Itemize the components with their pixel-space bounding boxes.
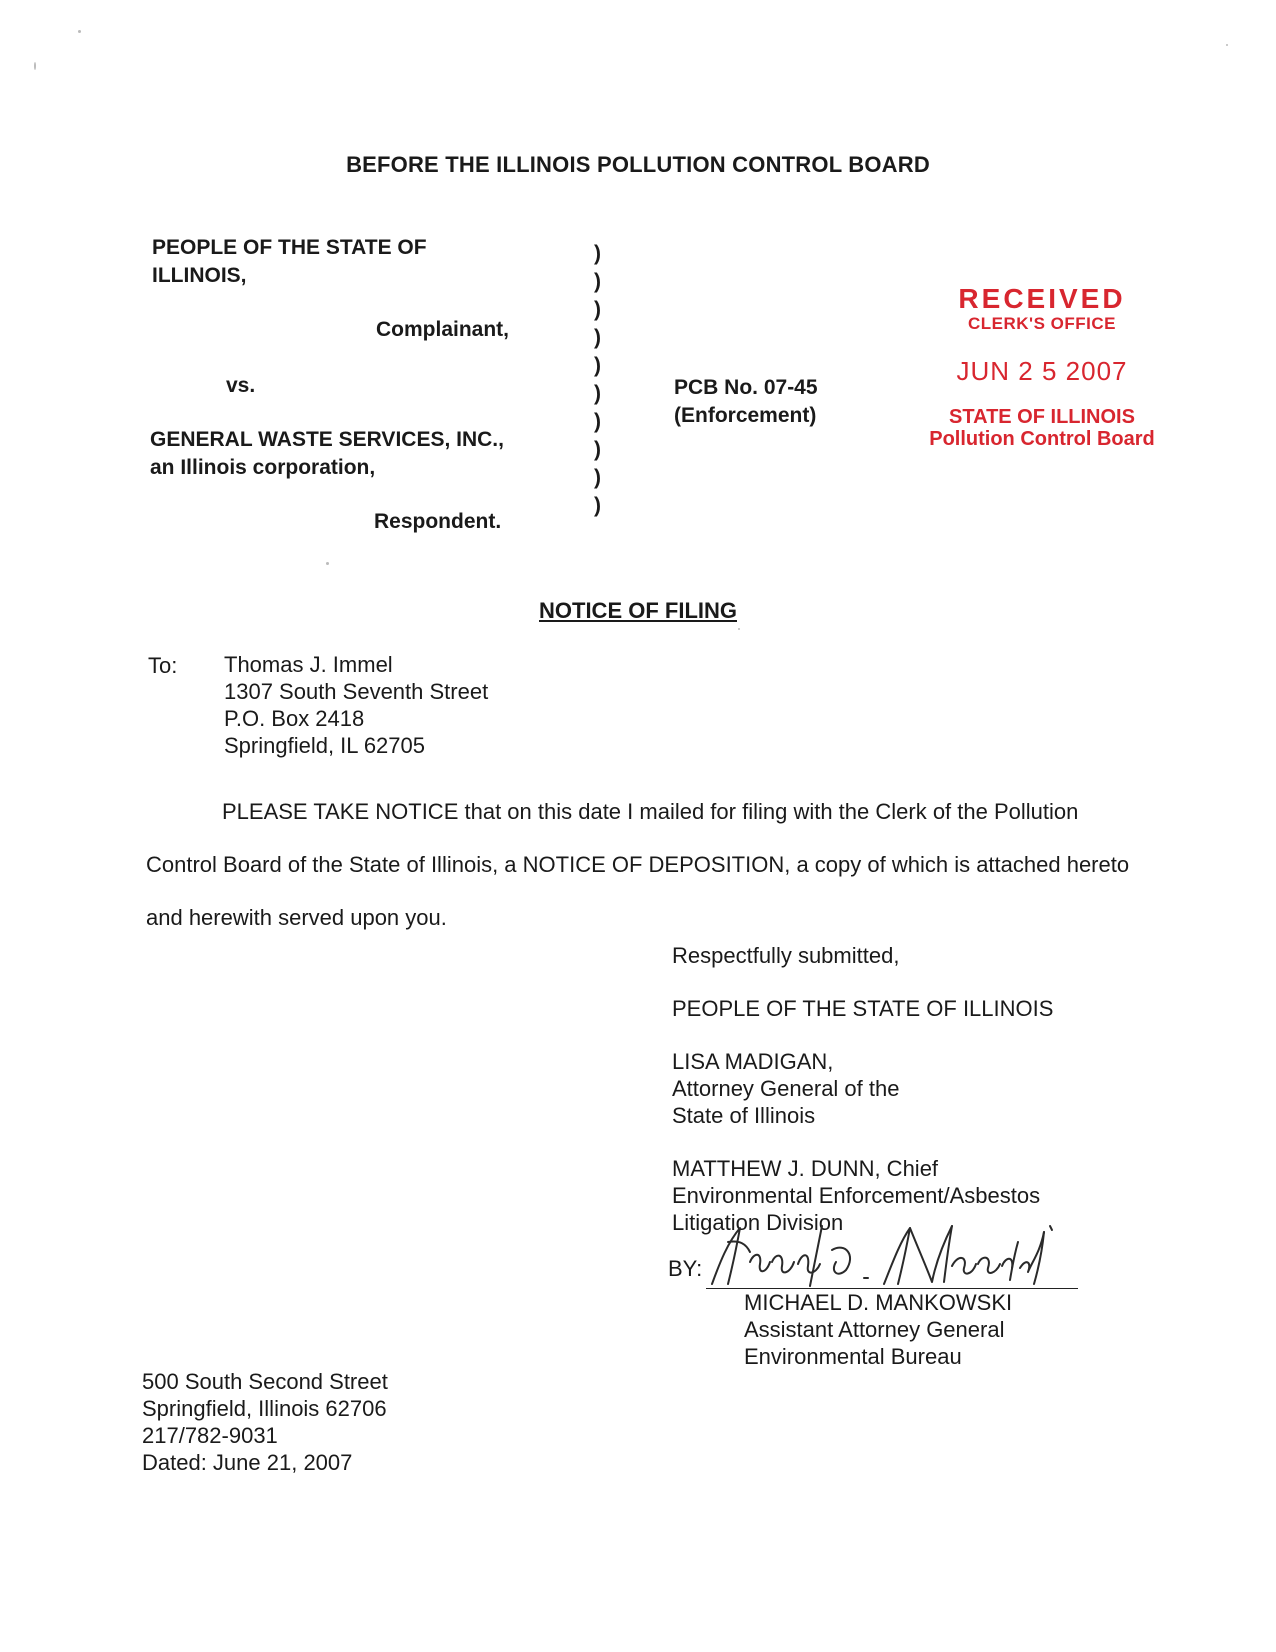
stamp-board-text: Pollution Control Board: [929, 428, 1155, 450]
sender-street: 500 South Second Street: [142, 1369, 388, 1394]
caption-paren: ): [594, 494, 601, 517]
recipient-name: Thomas J. Immel: [224, 652, 393, 677]
complainant-label: Complainant,: [376, 318, 510, 341]
stamp-office-text: CLERK'S OFFICE: [968, 314, 1116, 333]
scan-speck: [738, 628, 740, 630]
caption-paren: ): [594, 298, 601, 321]
caption-paren: ): [594, 410, 601, 433]
plaintiff-name-line2: ILLINOIS,: [152, 264, 247, 287]
stamp-state-text: STATE OF ILLINOIS: [949, 406, 1135, 428]
caption-paren: ): [594, 242, 601, 265]
respondent-label: Respondent.: [374, 510, 502, 533]
by-label: BY:: [668, 1256, 703, 1281]
caption-paren: ): [594, 326, 601, 349]
caption-parentheses: [594, 240, 601, 520]
sender-phone: 217/782-9031: [142, 1423, 278, 1448]
scan-speck: [326, 562, 329, 565]
signer-block: [744, 1289, 1012, 1370]
caption-paren: ): [594, 466, 601, 489]
defendant-name-line1: GENERAL WASTE SERVICES, INC.,: [150, 428, 504, 451]
case-number: PCB No. 07-45: [674, 376, 818, 399]
division-chief-name: MATTHEW J. DUNN, Chief: [672, 1156, 939, 1181]
handwritten-signature: [706, 1222, 1066, 1292]
versus-label: vs.: [226, 374, 256, 397]
notice-body-text: PLEASE TAKE NOTICE that on this date I mailed for filing with the Clerk of the Pollution Control Board of the State of Illinois, a NOTICE OF DEPOSITION, a copy of which is attached hereto and herewith served upon you.: [146, 799, 1130, 930]
attorney-general-name: LISA MADIGAN,: [672, 1049, 834, 1074]
plaintiff-name-line1: PEOPLE OF THE STATE OF: [152, 236, 427, 259]
scan-speck: [1226, 44, 1228, 46]
scan-speck: [34, 62, 36, 70]
signer-title-line1: Assistant Attorney General: [744, 1317, 1005, 1342]
stamp-received-text: RECEIVED: [958, 283, 1126, 314]
attorney-general-title-line2: State of Illinois: [672, 1103, 816, 1128]
recipient-city: Springfield, IL 62705: [224, 733, 425, 758]
sender-city: Springfield, Illinois 62706: [142, 1396, 387, 1421]
dated-line: Dated: June 21, 2007: [142, 1450, 353, 1475]
recipient-po-box: P.O. Box 2418: [224, 706, 365, 731]
stamp-date: JUN 2 5 2007: [956, 356, 1128, 386]
party-name: PEOPLE OF THE STATE OF ILLINOIS: [672, 996, 1054, 1021]
to-label: To:: [148, 653, 178, 678]
notice-title-text: NOTICE OF FILING: [539, 598, 737, 623]
caption-paren: ): [594, 354, 601, 377]
defendant-name-line2: an Illinois corporation,: [150, 456, 376, 479]
closing-text: Respectfully submitted,: [672, 943, 900, 968]
sender-address-block: [142, 1368, 388, 1476]
received-stamp: [922, 284, 1162, 450]
case-type: (Enforcement): [674, 404, 817, 427]
recipient-street: 1307 South Seventh Street: [224, 679, 489, 704]
recipient-address: [224, 651, 488, 759]
court-title: BEFORE THE ILLINOIS POLLUTION CONTROL BOARD: [346, 152, 930, 177]
caption-paren: ): [594, 382, 601, 405]
attorney-general-title-line1: Attorney General of the: [672, 1076, 900, 1101]
scan-speck: [78, 30, 81, 33]
notice-paragraph: [146, 785, 1130, 944]
signer-title-line2: Environmental Bureau: [744, 1344, 962, 1369]
signer-name: MICHAEL D. MANKOWSKI: [744, 1290, 1013, 1315]
signature-block: [672, 942, 1053, 1236]
caption-paren: ): [594, 270, 601, 293]
division-chief-title-line1: Environmental Enforcement/Asbestos: [672, 1183, 1041, 1208]
division-chief-title-line2: Litigation Division: [672, 1210, 844, 1235]
caption-paren: ): [594, 438, 601, 461]
notice-title: [0, 598, 1276, 624]
